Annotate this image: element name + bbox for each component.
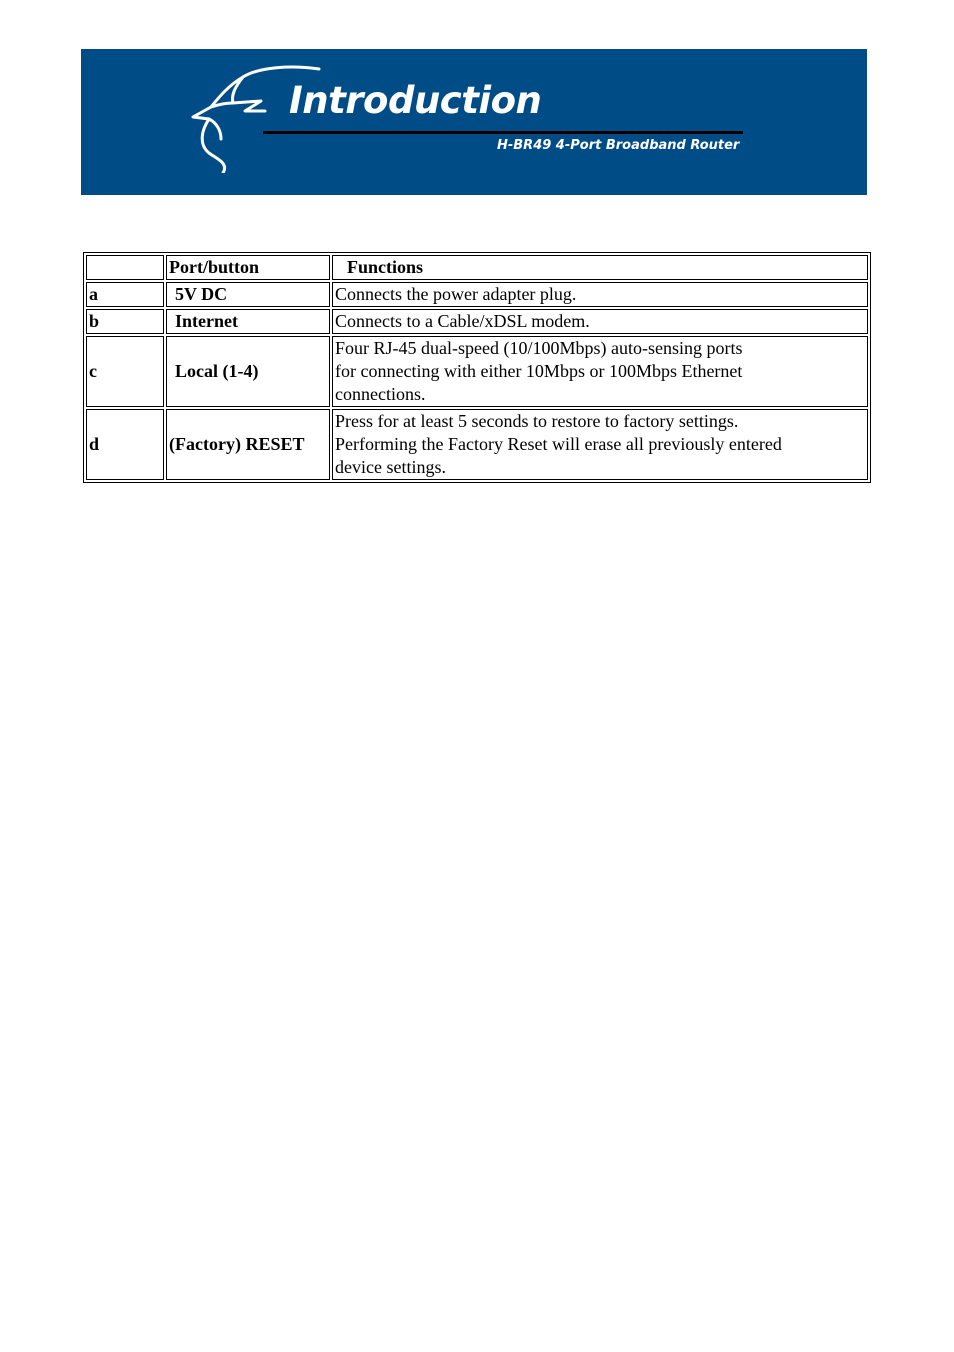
row-port-label: (Factory) RESET	[169, 434, 305, 454]
row-port	[166, 336, 330, 407]
table-row	[86, 282, 868, 307]
function-line: for connecting with either 10Mbps or 100Mbps Ethernet	[335, 361, 743, 381]
header-cell-port	[166, 255, 330, 280]
banner-divider	[263, 131, 743, 134]
function-line: Press for at least 5 seconds to restore to factory settings.	[335, 411, 739, 431]
function-line: Performing the Factory Reset will erase all previously entered	[335, 434, 782, 454]
header-cell-functions	[332, 255, 868, 280]
banner-subtitle: H-BR49 4-Port Broadband Router	[497, 138, 740, 153]
row-function	[332, 409, 868, 480]
row-port	[166, 409, 330, 480]
function-line: connections.	[335, 384, 426, 404]
port-functions-table	[83, 252, 871, 483]
function-line: Connects the power adapter plug.	[335, 284, 577, 304]
function-line: Four RJ-45 dual-speed (10/100Mbps) auto-sensing ports	[335, 338, 743, 358]
row-letter: c	[86, 336, 164, 407]
table-row	[86, 309, 868, 334]
row-letter: b	[86, 309, 164, 334]
table-row	[86, 409, 868, 480]
function-line: device settings.	[335, 457, 446, 477]
row-letter: a	[86, 282, 164, 307]
table-header-row	[86, 255, 868, 280]
row-letter: d	[86, 409, 164, 480]
header-banner	[81, 49, 867, 195]
row-function	[332, 336, 868, 407]
row-port	[166, 282, 330, 307]
row-port-label: Local (1-4)	[175, 361, 259, 381]
banner-title: Introduction	[289, 79, 542, 122]
header-functions-label: Functions	[347, 257, 424, 277]
header-port-label: Port/button	[169, 257, 259, 277]
row-port	[166, 309, 330, 334]
row-function	[332, 282, 868, 307]
header-cell-letter	[86, 255, 164, 280]
row-port-label: 5V DC	[175, 284, 228, 304]
row-function	[332, 309, 868, 334]
function-line: Connects to a Cable/xDSL modem.	[335, 311, 590, 331]
row-port-label: Internet	[175, 311, 238, 331]
table-row	[86, 336, 868, 407]
